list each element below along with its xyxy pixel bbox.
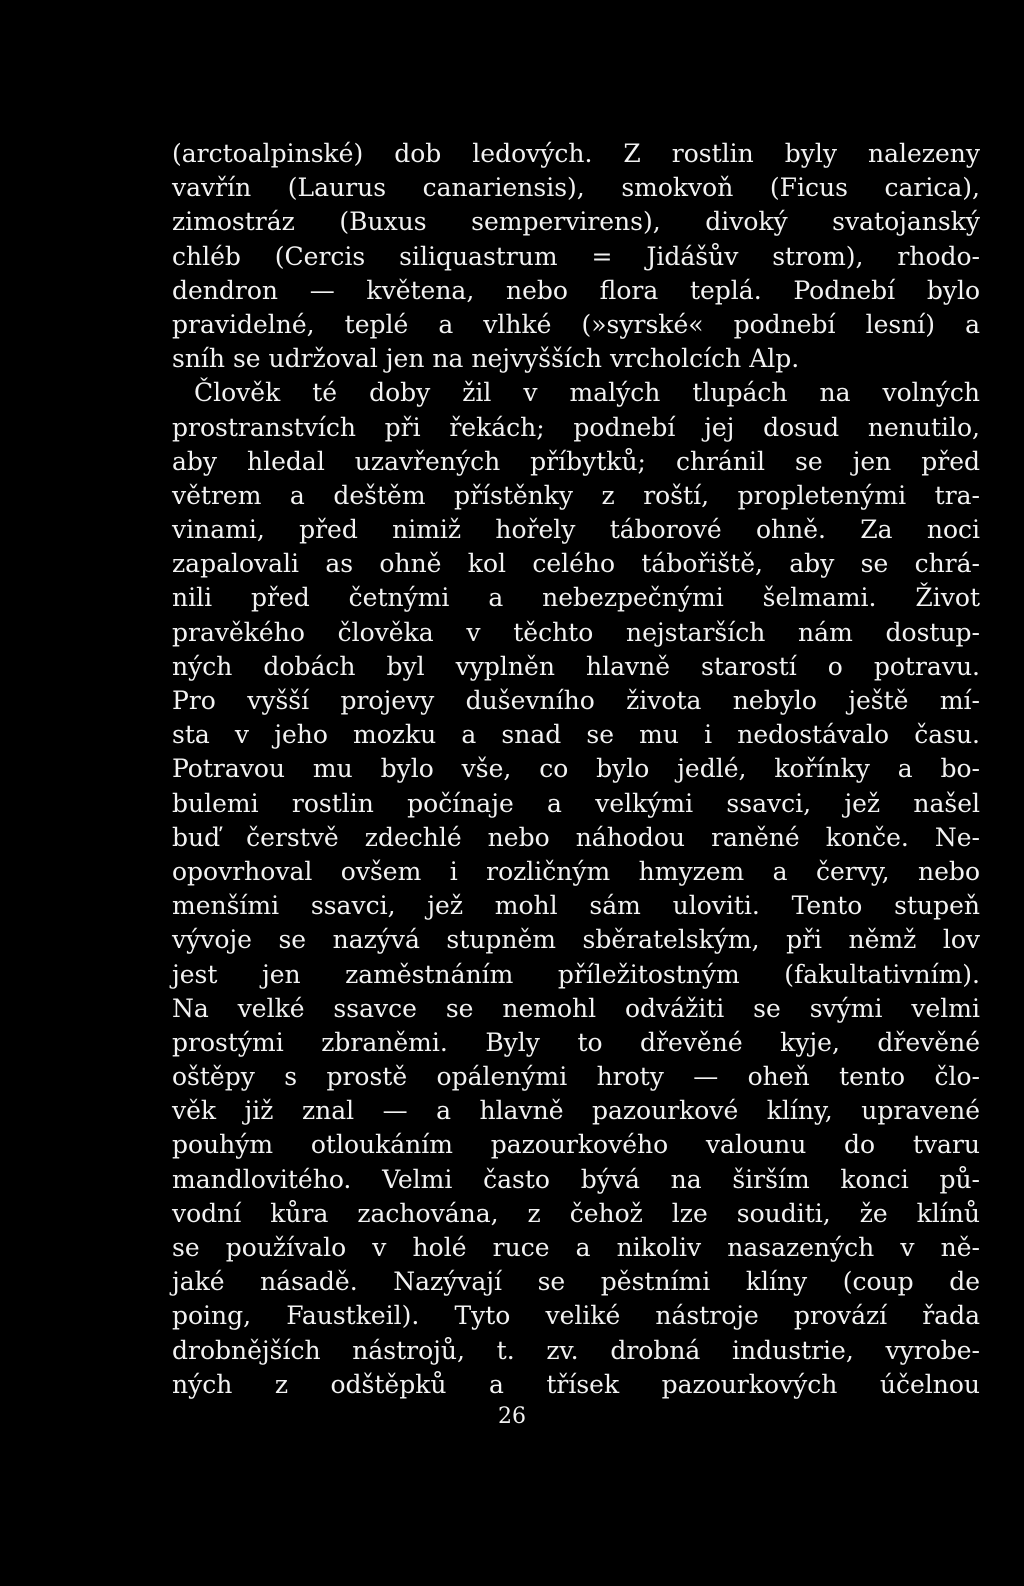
text-line: oštěpy s prostě opálenými hroty — oheň tento člo- xyxy=(172,1062,980,1092)
text-line: Člověk té doby žil v malých tlupách na volných xyxy=(194,378,980,408)
text-line: sta v jeho mozku a snad se mu i nedostávalo času. xyxy=(172,720,980,750)
text-line: zapalovali as ohně kol celého tábořiště, aby se chrá- xyxy=(172,549,980,579)
text-line: nili před četnými a nebezpečnými šelmami. Život xyxy=(172,583,980,613)
text-line: Pro vyšší projevy duševního života nebylo ještě mí- xyxy=(172,686,980,715)
text-line: větrem a deštěm přístěnky z roští, propletenými tra- xyxy=(172,480,980,510)
text-line: ných dobách byl vyplněn hlavně starostí o potravu. xyxy=(172,651,980,681)
page-number-container xyxy=(0,1404,1024,1429)
page-number: 26 xyxy=(498,1404,526,1429)
text-line: Na velké ssavce se nemohl odvážiti se svými velmi xyxy=(172,993,980,1023)
text-line: zimostráz (Buxus sempervirens), divoký svatojanský xyxy=(172,207,980,237)
text-line: aby hledal uzavřených příbytků; chránil se jen před xyxy=(172,446,980,476)
text-line: sníh se udržoval jen na nejvyšších vrcholcích Alp. xyxy=(172,344,800,374)
text-line: menšími ssavci, jež mohl sám uloviti. Tento stupeň xyxy=(172,891,980,921)
text-line: vinami, před nimiž hořely táborové ohně. Za noci xyxy=(172,515,980,545)
text-line: se používalo v holé ruce a nikoliv nasazených v ně- xyxy=(172,1233,980,1262)
text-line: jest jen zaměstnáním příležitostným (fakultativním). xyxy=(172,959,980,989)
text-line: mandlovitého. Velmi často bývá na širším konci pů- xyxy=(172,1164,980,1194)
body-text xyxy=(172,137,980,1402)
text-line: Potravou mu bylo vše, co bylo jedlé, kořínky a bo- xyxy=(172,754,980,784)
text-line: bulemi rostlin počínaje a velkými ssavci, jež našel xyxy=(172,788,980,818)
text-line: vavřín (Laurus canariensis), smokvoň (Ficus carica), xyxy=(172,173,980,203)
text-line: dendron — květena, nebo flora teplá. Podnebí bylo xyxy=(172,275,980,305)
text-line: opovrhoval ovšem i rozličným hmyzem a červy, nebo xyxy=(172,856,980,886)
text-line: drobnějších nástrojů, t. zv. drobná industrie, vyrobe- xyxy=(172,1335,980,1365)
text-line: prostými zbraněmi. Byly to dřevěné kyje, dřevěné xyxy=(172,1027,980,1057)
text-line: pravěkého člověka v těchto nejstarších nám dostup- xyxy=(172,617,980,647)
text-line: ných z odštěpků a třísek pazourkových účelnou xyxy=(172,1369,980,1399)
text-line: buď čerstvě zdechlé nebo náhodou raněné konče. Ne- xyxy=(172,822,980,852)
text-line: chléb (Cercis siliquastrum = Jidášův strom), rhodo- xyxy=(172,241,980,271)
text-line: vodní kůra zachována, z čehož lze souditi, že klínů xyxy=(172,1198,980,1228)
text-line: vývoje se nazývá stupněm sběratelským, při němž lov xyxy=(172,925,980,955)
text-line: (arctoalpinské) dob ledových. Z rostlin byly nalezeny xyxy=(172,139,980,168)
text-line: poing, Faustkeil). Tyto veliké nástroje provází řada xyxy=(172,1301,980,1331)
text-line: pravidelné, teplé a vlhké (»syrské« podnebí lesní) a xyxy=(172,309,980,339)
text-line: věk již znal — a hlavně pazourkové klíny, upravené xyxy=(172,1096,980,1126)
text-line: pouhým otloukáním pazourkového valounu do tvaru xyxy=(172,1130,980,1160)
text-line: prostranstvích při řekách; podnebí jej dosud nenutilo, xyxy=(172,412,980,442)
text-line: jaké násadě. Nazývají se pěstními klíny (coup de xyxy=(172,1267,980,1297)
